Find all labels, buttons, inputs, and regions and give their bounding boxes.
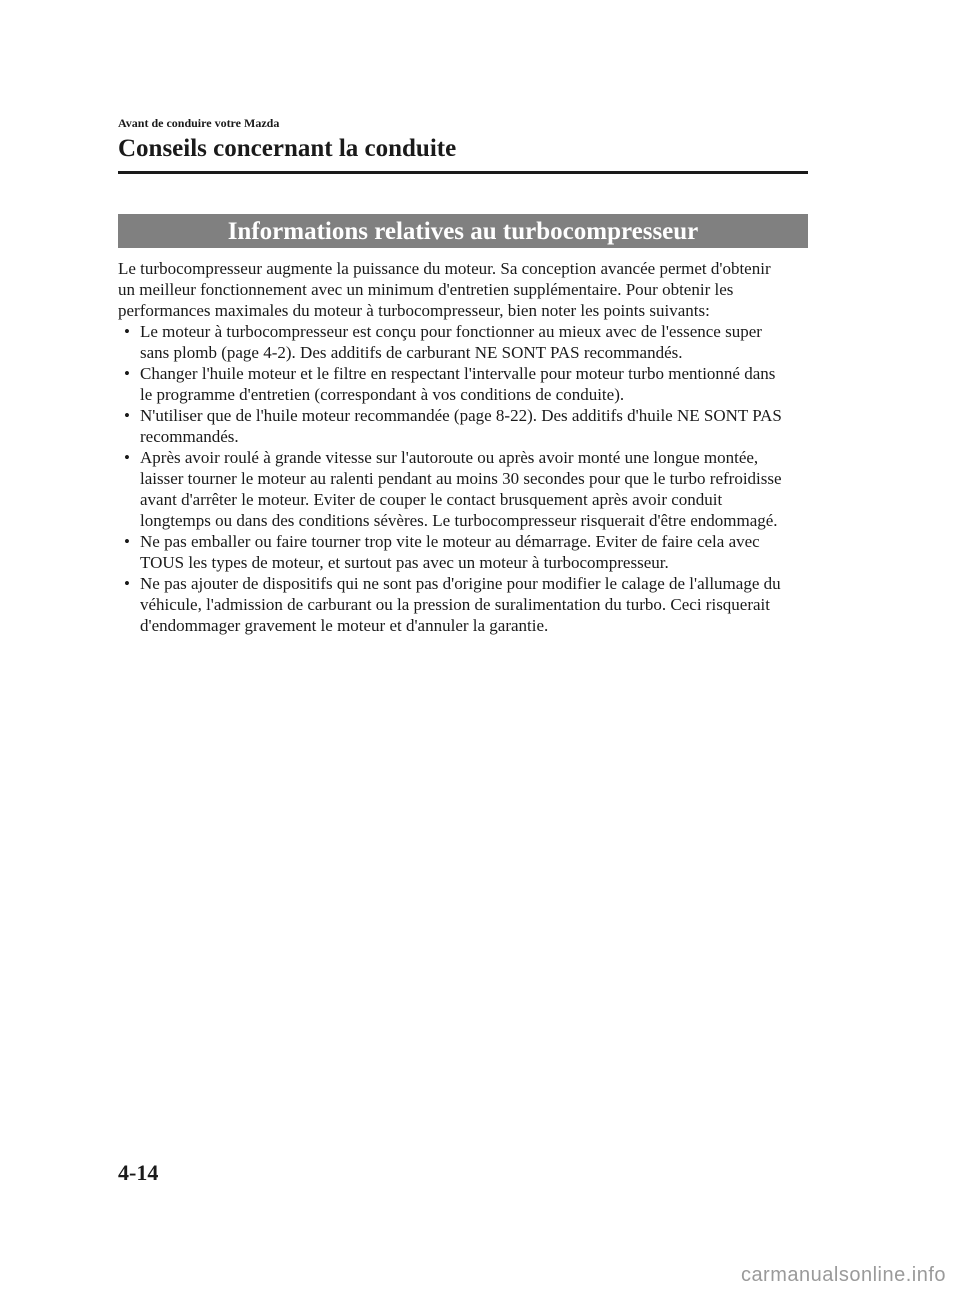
bullet-icon: • [124, 364, 130, 383]
list-item [118, 573, 790, 636]
list-item-text: Ne pas ajouter de dispositifs qui ne sont pas d'origine pour modifier le calage de l'allumage du véhicule, l'admission de carburant ou la pression de suralimentation du turbo. Ceci risquerait d'endommager gravement le moteur et d'annuler la garantie. [140, 574, 781, 635]
list-item-text: Après avoir roulé à grande vitesse sur l'autoroute ou après avoir monté une longue montée, laisser tourner le moteur au ralenti pendant au moins 30 secondes pour que le turbo refroidisse avant d'arrêter le moteur. Eviter de couper le contact brusquement après avoir conduit longtemps ou dans des conditions sévères. Le turbocompresseur risquerait d'être endommagé. [140, 448, 782, 530]
list-item [118, 321, 790, 363]
bullet-icon: • [124, 448, 130, 467]
list-item-text: Le moteur à turbocompresseur est conçu pour fonctionner au mieux avec de l'essence super sans plomb (page 4-2). Des additifs de carburant NE SONT PAS recommandés. [140, 322, 762, 362]
heading-divider [118, 171, 808, 174]
intro-paragraph: Le turbocompresseur augmente la puissance du moteur. Sa conception avancée permet d'obtenir un meilleur fonctionnement avec un minimum d'entretien supplémentaire. Pour obtenir les performances maximales du moteur à turbocompresseur, bien noter les points suivants: [118, 259, 771, 320]
bullet-icon: • [124, 322, 130, 341]
list-item-text: Ne pas emballer ou faire tourner trop vite le moteur au démarrage. Eviter de faire cela avec TOUS les types de moteur, et surtout pas avec un moteur à turbocompresseur. [140, 532, 760, 572]
chapter-label: Avant de conduire votre Mazda [118, 116, 280, 130]
list-item-text: Changer l'huile moteur et le filtre en respectant l'intervalle pour moteur turbo mentionné dans le programme d'entretien (correspondant à vos conditions de conduite). [140, 364, 776, 404]
bullet-icon: • [124, 532, 130, 551]
bullet-icon: • [124, 406, 130, 425]
bullet-icon: • [124, 574, 130, 593]
page-title: Conseils concernant la conduite [118, 135, 457, 162]
list-item [118, 363, 790, 405]
list-item-text: N'utiliser que de l'huile moteur recommandée (page 8-22). Des additifs d'huile NE SONT PAS recommandés. [140, 406, 782, 446]
page-number: 4-14 [118, 1160, 159, 1185]
watermark: carmanualsonline.info [740, 1264, 946, 1286]
section-body [118, 258, 790, 636]
list-item [118, 531, 790, 573]
list-item [118, 405, 790, 447]
bullet-list [118, 321, 790, 636]
list-item [118, 447, 790, 531]
section-title-banner: Informations relatives au turbocompresseur [118, 214, 808, 248]
